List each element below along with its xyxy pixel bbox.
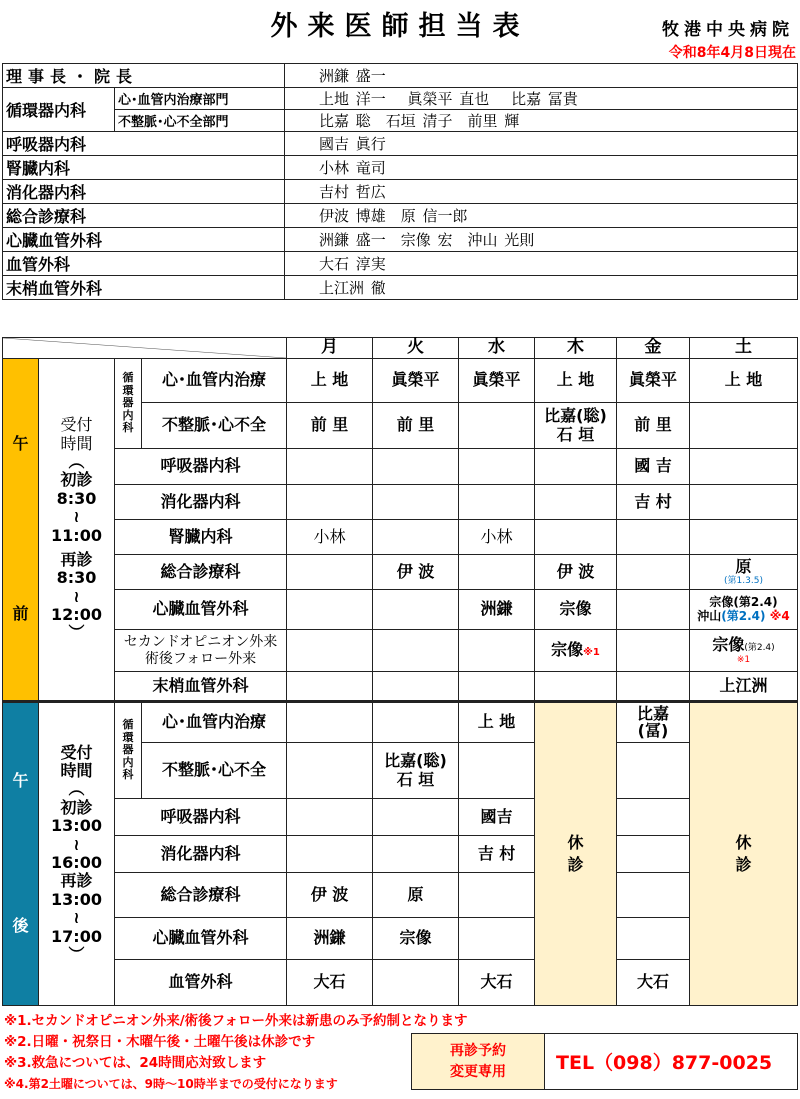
schedule-cell — [373, 672, 459, 702]
schedule-cell: 前 里 — [287, 403, 373, 449]
staff-subdept-label: 心･血管内治療部門 — [115, 88, 285, 110]
am-band-char: 午 — [12, 434, 29, 454]
note-mark: ※1 — [736, 654, 751, 665]
reception-label: 受付 時間 — [60, 415, 93, 453]
first-visit-to: 16:00 — [51, 853, 102, 872]
schedule-cell — [373, 836, 459, 873]
dept-label: 心臓血管外科 — [115, 590, 287, 630]
schedule-cell-sat: 宗像(第2.4) ※1 — [690, 630, 798, 672]
schedule-cell: 大石 — [617, 960, 690, 1006]
schedule-cell: 比嘉(聡) 石 垣 — [373, 743, 459, 799]
schedule-cell — [459, 873, 535, 918]
note-mark: ※4 — [769, 608, 790, 623]
staff-dept-label: 呼吸器内科 — [3, 132, 285, 156]
schedule-cell: 上 地 — [459, 702, 535, 743]
schedule-cell — [287, 449, 373, 485]
am-row — [3, 630, 798, 672]
as-of-date: 令和8年4月8日現在 — [668, 45, 796, 61]
schedule-cell — [459, 672, 535, 702]
schedule-cell — [459, 485, 535, 520]
revisit-label: 再診 — [60, 549, 93, 569]
schedule-cell — [617, 918, 690, 960]
schedule-cell-sat: 原 (第1.3.5) — [690, 555, 798, 590]
footnote-1: ※1.セカンドオピニオン外来/術後フォロー外来は新患のみ予約制となります — [4, 1013, 468, 1029]
staff-names: 上地 洋一 眞榮平 直也 比嘉 冨貴 — [285, 88, 798, 110]
schedule-cell: 比嘉(聡) 石 垣 — [535, 403, 617, 449]
page-title: 外来医師担当表 — [270, 11, 530, 42]
schedule-cell: 大石 — [459, 960, 535, 1006]
schedule-cell — [535, 485, 617, 520]
day-header-wed: 水 — [459, 338, 535, 359]
dept-label: 呼吸器内科 — [115, 799, 287, 836]
footnotes — [4, 1011, 468, 1095]
dept-label: セカンドオピニオン外来 術後フォロー外来 — [115, 630, 287, 672]
schedule-cell — [690, 485, 798, 520]
tilde: ≀ — [73, 586, 80, 606]
dept-label: 心･血管内治療 — [142, 702, 287, 743]
contact-box — [411, 1033, 798, 1090]
pm-row — [3, 960, 798, 1006]
schedule-cell — [690, 403, 798, 449]
staff-table — [2, 63, 798, 300]
schedule-cell — [373, 590, 459, 630]
schedule-cell: 洲鎌 — [459, 590, 535, 630]
schedule-cell — [287, 590, 373, 630]
schedule-cell — [373, 702, 459, 743]
tilde: ≀ — [73, 507, 80, 527]
dept-label: 総合診療科 — [115, 555, 287, 590]
dept-label: 不整脈･心不全 — [142, 743, 287, 799]
dept-label: 末梢血管外科 — [115, 672, 287, 702]
schedule-cell: 比嘉 (冨) — [617, 702, 690, 743]
schedule-cell: 國吉 — [459, 799, 535, 836]
am-row — [3, 590, 798, 630]
pm-reception-time — [39, 702, 115, 1006]
staff-row — [3, 276, 798, 300]
staff-dept-label: 理事長・院長 — [3, 64, 285, 88]
schedule-cell — [287, 702, 373, 743]
staff-subdept-label: 不整脈･心不全部門 — [115, 110, 285, 132]
schedule-cell-thu: 宗像※1 — [535, 630, 617, 672]
day-header-thu: 木 — [535, 338, 617, 359]
open-paren: ︵ — [68, 451, 85, 471]
dept-label: 血管外科 — [115, 960, 287, 1006]
staff-names: 大石 淳実 — [285, 252, 798, 276]
schedule-cell: 伊 波 — [373, 555, 459, 590]
am-row — [3, 555, 798, 590]
revisit-from: 13:00 — [51, 889, 102, 909]
schedule-cell: 眞榮平 — [617, 359, 690, 403]
schedule-cell: 宗像 — [373, 918, 459, 960]
staff-names: 小林 竜司 — [285, 156, 798, 180]
schedule-cell: 伊 波 — [535, 555, 617, 590]
cardio-vertical-label: 循環器内科 — [115, 359, 142, 449]
schedule-cell — [287, 485, 373, 520]
am-row — [3, 485, 798, 520]
schedule-table — [2, 337, 798, 1006]
staff-names: 伊波 博雄 原 信一郎 — [285, 204, 798, 228]
dept-label: 腎臓内科 — [115, 520, 287, 555]
first-visit-from: 8:30 — [56, 488, 97, 508]
schedule-cell — [287, 672, 373, 702]
pm-row — [3, 873, 798, 918]
schedule-cell — [535, 449, 617, 485]
schedule-cell — [373, 520, 459, 555]
dept-label: 不整脈･心不全 — [142, 403, 287, 449]
staff-row — [3, 228, 798, 252]
staff-names: 吉村 哲広 — [285, 180, 798, 204]
pm-row — [3, 799, 798, 836]
staff-dept-label: 心臓血管外科 — [3, 228, 285, 252]
footnote-2: ※2.日曜・祝祭日・木曜午後・土曜午後は休診です — [4, 1034, 316, 1050]
staff-row — [3, 252, 798, 276]
dept-label: 消化器内科 — [115, 836, 287, 873]
pm-row — [3, 918, 798, 960]
first-visit-label: 初診 — [60, 797, 93, 817]
staff-row — [3, 132, 798, 156]
contact-label: 再診予約 変更専用 — [412, 1034, 545, 1089]
staff-names: 國吉 眞行 — [285, 132, 798, 156]
staff-dept-label: 腎臓内科 — [3, 156, 285, 180]
hospital-name: 牧港中央病院 — [662, 20, 794, 40]
schedule-cell: 伊 波 — [287, 873, 373, 918]
staff-names: 上江洲 徹 — [285, 276, 798, 300]
closed-thu-pm: 休診 — [535, 702, 617, 1006]
staff-names: 洲鎌 盛一 — [285, 64, 798, 88]
schedule-cell — [617, 520, 690, 555]
staff-dept-label: 総合診療科 — [3, 204, 285, 228]
schedule-cell — [617, 672, 690, 702]
schedule-cell: 洲鎌 — [287, 918, 373, 960]
first-visit-from: 13:00 — [51, 816, 102, 836]
schedule-cell: 前 里 — [617, 403, 690, 449]
schedule-cell — [459, 555, 535, 590]
staff-row — [3, 180, 798, 204]
reception-label: 受付 時間 — [60, 742, 93, 781]
schedule-cell — [287, 630, 373, 672]
revisit-label: 再診 — [60, 871, 93, 891]
close-paren: ︶ — [68, 944, 85, 964]
footnote-3: ※3.救急については、24時間応対致します — [4, 1055, 267, 1071]
staff-names: 比嘉 聡 石垣 清子 前里 輝 — [285, 110, 798, 132]
schedule-cell: 國 吉 — [617, 449, 690, 485]
day-header-fri: 金 — [617, 338, 690, 359]
schedule-cell: 小林 — [287, 520, 373, 555]
schedule-cell: 眞榮平 — [459, 359, 535, 403]
dept-label: 心臓血管外科 — [115, 918, 287, 960]
schedule-cell — [535, 520, 617, 555]
cardio-vertical-label: 循環器内科 — [115, 702, 142, 799]
pm-band — [3, 702, 39, 1006]
staff-dept-label: 血管外科 — [3, 252, 285, 276]
am-row — [3, 672, 798, 702]
schedule-cell: 上江洲 — [690, 672, 798, 702]
schedule-cell — [617, 873, 690, 918]
schedule-cell: 大石 — [287, 960, 373, 1006]
schedule-cell-sat: 宗像(第2.4) 沖山(第2.4) ※4 — [690, 590, 798, 630]
day-header-mon: 月 — [287, 338, 373, 359]
am-reception-time — [39, 359, 115, 702]
schedule-cell — [373, 960, 459, 1006]
am-row — [3, 359, 798, 403]
schedule-cell — [617, 630, 690, 672]
revisit-to: 12:00 — [51, 605, 102, 625]
schedule-cell — [459, 449, 535, 485]
schedule-cell: 上 地 — [535, 359, 617, 403]
schedule-cell — [287, 836, 373, 873]
day-header-row — [3, 338, 798, 359]
am-row — [3, 520, 798, 555]
tilde: ≀ — [73, 834, 80, 854]
schedule-cell: 吉 村 — [459, 836, 535, 873]
schedule-cell: 原 — [373, 873, 459, 918]
phone-number[interactable]: TEL（098）877-0025 — [556, 1052, 773, 1074]
day-header-sat: 土 — [690, 338, 798, 359]
staff-dept-label: 循環器内科 — [3, 88, 115, 132]
schedule-cell — [617, 743, 690, 799]
dept-label: 呼吸器内科 — [115, 449, 287, 485]
schedule-cell — [287, 799, 373, 836]
closed-sat-pm: 休診 — [690, 702, 798, 1006]
staff-names: 洲鎌 盛一 宗像 宏 沖山 光則 — [285, 228, 798, 252]
schedule-cell — [373, 630, 459, 672]
first-visit-to: 11:00 — [51, 525, 102, 545]
tilde: ≀ — [73, 908, 80, 928]
schedule-cell — [459, 743, 535, 799]
am-band-char: 前 — [12, 604, 29, 624]
schedule-cell: 宗像 — [535, 590, 617, 630]
schedule-cell — [617, 836, 690, 873]
dept-label: 心･血管内治療 — [142, 359, 287, 403]
week-note: (第1.3.5) — [724, 576, 763, 587]
schedule-cell — [617, 555, 690, 590]
schedule-cell — [459, 918, 535, 960]
schedule-cell — [287, 743, 373, 799]
pm-row — [3, 836, 798, 873]
schedule-cell — [617, 590, 690, 630]
staff-row-cardio-1 — [3, 88, 798, 110]
schedule-cell — [373, 799, 459, 836]
am-band — [3, 359, 39, 702]
footnote-4: ※4.第2土曜については、9時～10時半までの受付になります — [4, 1077, 338, 1091]
schedule-cell — [459, 630, 535, 672]
revisit-to: 17:00 — [51, 926, 102, 946]
first-visit-label: 初診 — [60, 470, 93, 490]
pm-band-char: 後 — [12, 916, 29, 936]
schedule-cell: 眞榮平 — [373, 359, 459, 403]
corner-diagonal-cell — [3, 338, 287, 359]
day-header-tue: 火 — [373, 338, 459, 359]
revisit-from: 8:30 — [56, 568, 97, 588]
staff-dept-label: 消化器内科 — [3, 180, 285, 204]
schedule-cell — [617, 799, 690, 836]
schedule-cell: 上 地 — [287, 359, 373, 403]
schedule-cell — [373, 485, 459, 520]
schedule-cell — [287, 555, 373, 590]
schedule-cell: 前 里 — [373, 403, 459, 449]
dept-label: 消化器内科 — [115, 485, 287, 520]
open-paren: ︵ — [68, 779, 85, 799]
note-mark: ※1 — [583, 647, 600, 659]
staff-row — [3, 156, 798, 180]
schedule-cell — [690, 449, 798, 485]
staff-row — [3, 204, 798, 228]
schedule-cell: 小林 — [459, 520, 535, 555]
staff-row-cardio-2 — [3, 110, 798, 132]
schedule-cell — [373, 449, 459, 485]
schedule-cell: 上 地 — [690, 359, 798, 403]
staff-dept-label: 末梢血管外科 — [3, 276, 285, 300]
am-row — [3, 449, 798, 485]
close-paren: ︶ — [68, 623, 85, 643]
dept-label: 総合診療科 — [115, 873, 287, 918]
schedule-cell — [459, 403, 535, 449]
schedule-cell — [535, 672, 617, 702]
pm-band-char: 午 — [12, 771, 29, 791]
schedule-cell — [690, 520, 798, 555]
pm-row — [3, 702, 798, 743]
schedule-cell: 吉 村 — [617, 485, 690, 520]
diagonal-line-icon — [3, 338, 286, 358]
staff-row-chairman — [3, 64, 798, 88]
